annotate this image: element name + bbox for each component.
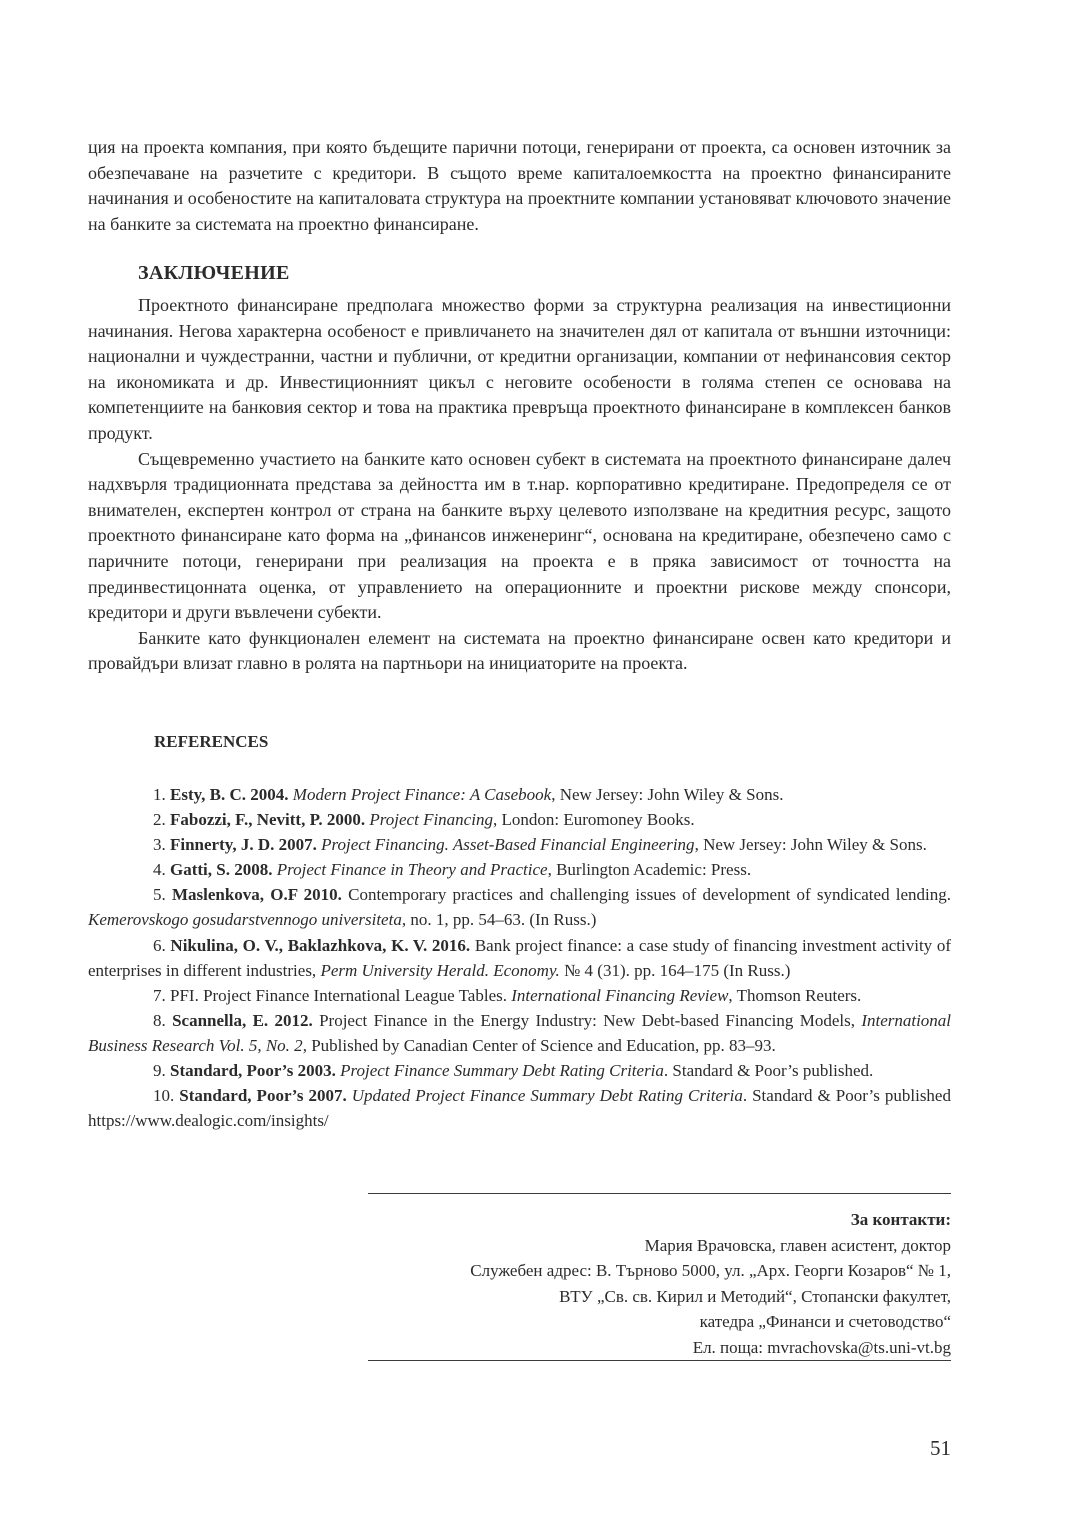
reference-author: Standard, Poor’s 2003.	[170, 1061, 336, 1081]
references-list	[88, 782, 951, 1133]
reference-item	[88, 782, 951, 807]
reference-details: , no. 1, pp. 54–63. (In Russ.)	[401, 910, 597, 930]
contact-title: За контакти:	[850, 1210, 951, 1229]
reference-text: Project Finance in the Energy Industry: New Debt-based Financing Models,	[319, 1010, 855, 1030]
reference-text: Bank project finance: a case study of financing investment activity of enterprises in different industries,	[88, 935, 952, 980]
references-heading: REFERENCES	[154, 732, 269, 751]
reference-details: , New Jersey: John Wiley & Sons.	[551, 785, 784, 804]
reference-item	[88, 832, 951, 857]
reference-author: Finnerty, J. D. 2007.	[170, 835, 317, 855]
reference-details: , Burlington Academic: Press.	[547, 860, 752, 880]
reference-item	[88, 983, 951, 1008]
reference-author: Maslenkova, O.F 2010.	[171, 885, 342, 905]
reference-author: Standard, Poor’s 2007.	[179, 1086, 347, 1106]
reference-author: Nikulina, O. V., Baklazhkova, K. V. 2016.	[170, 935, 471, 955]
reference-number: 10.	[153, 1086, 175, 1106]
contact-line-email: Ел. поща: mvrachovska@ts.uni-vt.bg	[692, 1337, 951, 1357]
conclusion-heading: ЗАКЛЮЧЕНИЕ	[138, 262, 290, 284]
reference-item	[88, 1058, 951, 1083]
reference-author: Fabozzi, F., Nevitt, P. 2000.	[170, 810, 366, 830]
reference-number: 5.	[153, 885, 166, 905]
reference-number: 1.	[153, 785, 166, 804]
reference-title: International Business Research Vol. 5, No. 2	[88, 1010, 952, 1055]
reference-number: 8.	[153, 1010, 166, 1030]
conclusion-section	[88, 293, 951, 677]
reference-details: . Standard & Poor’s published.	[663, 1061, 874, 1081]
reference-number: 4.	[153, 860, 166, 880]
reference-details: , Thomson Reuters.	[728, 985, 862, 1005]
reference-number: 7.	[153, 985, 166, 1005]
conclusion-paragraph: Проектното финансиране предполага множество форми за структурна реализация на инвестиционни начинания. Негова характерна особеност е привличането на значителен дял от капитала от външни източници: национални и чуждестранни, частни и публични, от кредитни организации, компании от нефинансовия сектор на икономиката и др. Инвестиционният цикъл с неговите особености в голяма степен се основава на компетенциите на банковия сектор и това на практика превръща проектното финансиране в комплексен банков продукт.	[88, 295, 951, 443]
reference-number: 3.	[153, 835, 166, 855]
contact-line-name: Мария Врачовска, главен асистент, доктор	[644, 1235, 951, 1255]
page-number: 51	[930, 1436, 951, 1460]
reference-title: International Financing Review	[511, 985, 729, 1005]
reference-details: , New Jersey: John Wiley & Sons.	[694, 835, 927, 855]
reference-item	[88, 933, 951, 983]
intro-section	[88, 135, 951, 237]
contact-block	[351, 1207, 951, 1361]
intro-paragraph: ция на проекта компания, при която бъдещите парични потоци, генерирани от проекта, са основен източник за обезпечаване на разчетите с кредитори. В същото време капиталоемкостта на проектно финансираните начинания и особеностите на капиталовата структура на проектните компании установяват ключовото значение на банките за системата на проектно финансиране.	[88, 137, 951, 234]
reference-item	[88, 1083, 951, 1133]
reference-title: Modern Project Finance: A Casebook	[292, 785, 552, 804]
reference-title: Project Financing. Asset-Based Financial Engineering	[321, 835, 695, 855]
reference-title: Updated Project Finance Summary Debt Rating Criteria	[351, 1086, 743, 1106]
reference-title: Project Financing	[369, 810, 493, 830]
contact-line-address: Служебен адрес: В. Търново 5000, ул. „Арх. Георги Козаров“ № 1,	[470, 1261, 951, 1281]
contact-divider-bottom	[368, 1360, 951, 1361]
reference-title: Perm University Herald. Economy.	[320, 960, 560, 980]
reference-number: 2.	[153, 810, 166, 830]
contact-line-university: ВТУ „Св. св. Кирил и Методий“, Стопански факултет,	[559, 1286, 951, 1306]
reference-details: . Standard & Poor’s published https://www.dealogic.com/insights/	[88, 1086, 951, 1131]
contact-divider-top	[368, 1193, 951, 1194]
reference-author: Esty, B. C. 2004.	[170, 785, 289, 804]
reference-title: Kemerovskogo gosudarstvennogo universiteta	[88, 910, 402, 930]
reference-item	[88, 807, 951, 832]
reference-details: № 4 (31). pp. 164–175 (In Russ.)	[559, 960, 791, 980]
reference-number: 6.	[153, 935, 166, 955]
reference-text: PFI. Project Finance International League Tables.	[170, 985, 507, 1005]
reference-author: Gatti, S. 2008.	[170, 860, 273, 880]
reference-item	[88, 882, 951, 932]
reference-text: Contemporary practices and challenging issues of development of syndicated lending.	[348, 885, 952, 905]
reference-details: , London: Euromoney Books.	[492, 810, 695, 830]
reference-author: Scannella, E. 2012.	[172, 1010, 313, 1030]
reference-details: , Published by Canadian Center of Science and Education, pp. 83–93.	[302, 1035, 776, 1055]
reference-number: 9.	[153, 1061, 166, 1081]
reference-title: Project Finance Summary Debt Rating Criteria	[340, 1061, 664, 1081]
reference-title: Project Finance in Theory and Practice	[276, 860, 548, 880]
reference-item	[88, 1008, 951, 1058]
reference-item	[88, 857, 951, 882]
conclusion-paragraph: Същевременно участието на банките като основен субект в системата на проектното финансиране далеч надхвърля традиционната представа за дейността им в т.нар. корпоративно кредитиране. Предопределя се от внимателен, експертен контрол от страна на банките върху целевото използване на кредитния ресурс, защото проектното финансиране като форма на „финансов инженеринг“, основана на кредитиране, обезпечено само с паричните потоци, генерирани при реализация на проекта е в пряка зависимост от точността на прединвестицонната оценка, от управлението на операционните и проектни рискове между спонсори, кредитори и други въвлечени субекти.	[88, 448, 951, 623]
contact-line-department: катедра „Финанси и счетоводство“	[699, 1312, 951, 1332]
conclusion-paragraph: Банките като функционален елемент на системата на проектно финансиране освен като кредитори и провайдъри влизат главно в ролята на партньори на инициаторите на проекта.	[88, 627, 951, 674]
